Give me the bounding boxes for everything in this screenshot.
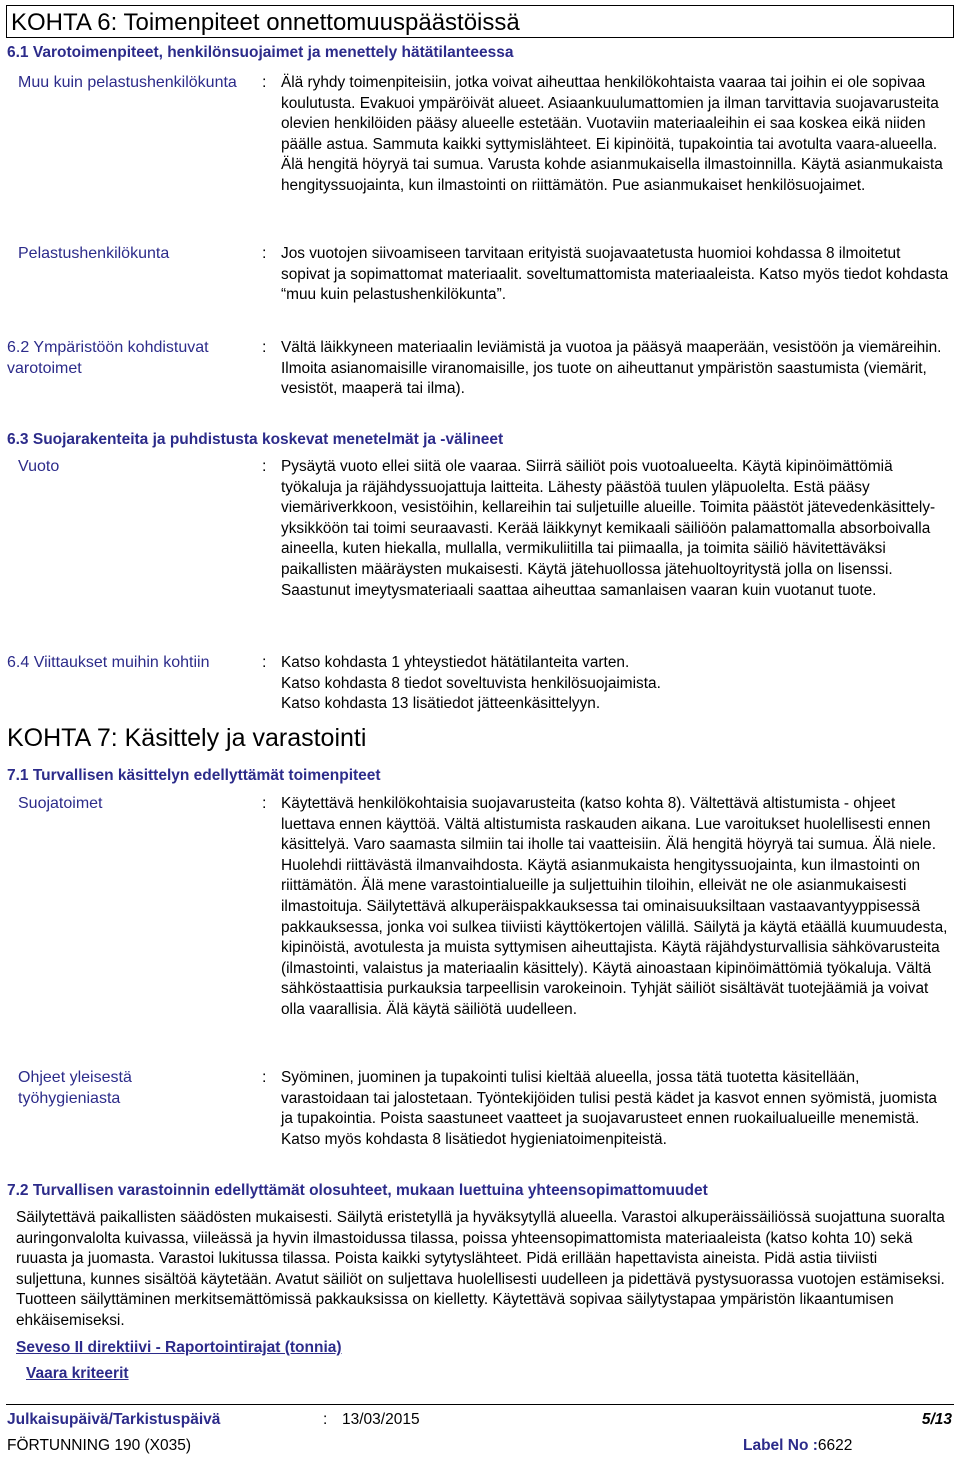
heading-6-3: 6.3 Suojarakenteita ja puhdistusta koskevat menetelmät ja -välineet: [7, 431, 504, 448]
ref-line-3: Katso kohdasta 13 lisätiedot jätteenkäsittelyyn.: [281, 695, 601, 713]
hazard-criteria-link[interactable]: Vaara kriteerit: [26, 1365, 129, 1382]
label-hygiene: Ohjeet yleisestä työhygieniasta: [18, 1069, 132, 1107]
label-nonresponder: Muu kuin pelastushenkilökunta: [18, 74, 237, 91]
colon: :: [262, 458, 267, 475]
colon: :: [262, 339, 267, 356]
colon: :: [262, 74, 267, 91]
text-protective: Käytettävä henkilökohtaisia suojavarusteita (katso kohta 8). Vältettävä altistumista - ohjeet luettava ennen käyttöä. Vältä altistumista raskauden aikana. Lue varoitukset huolellisesti ennen käsittelyä. Varo saamasta silmiin tai iholle tai vaatteisiin. Älä hengitä höyryä tai sumua. Älä niele. Huolehdi riittävästä ilmanvaihdosta. Käytä asianmukaista hengityssuojainta, kun ilmastointi on riittämätön. Älä mene varastointialueille ja suljettuihin tiloihin, elleivät ne ole asianmukaisesti ilmastoituja. Säilytettävä alkuperäispakkauksessa tai ominaisuuksiltaan vastaavantyyppisessä pakkauksessa, jonka voi sulkea tiiviisti käyttökertojen välillä. Säilytä ja käytä etäällä kuumuudesta, kipinöistä, avotulesta ja muista syttymisen aiheuttajista. Käytä räjähdysturvallisia sähkövarusteita (ilmastointi, valaistus ja materiaalin käsittely). Käytä ainoastaan kipinöimättömiä työkaluja. Vältä sähköstaattisia purkauksia tarpeellisin varokeinoin. Tyhjät säiliöt sisältävät tuotejäämiä ja voivat olla vaarallisia. Älä käytä säiliötä uudelleen.: [281, 795, 948, 1018]
colon: :: [262, 245, 267, 262]
label-spill: Vuoto: [18, 458, 60, 475]
footer-date-value: 13/03/2015: [342, 1411, 420, 1428]
heading-7-1: 7.1 Turvallisen käsittelyn edellyttämät toimenpiteet: [7, 767, 381, 784]
footer-colon: :: [323, 1411, 328, 1428]
footer-label-no: [743, 1437, 852, 1455]
heading-6-1: 6.1 Varotoimenpiteet, henkilönsuojaimet ja menettely hätätilanteessa: [7, 44, 514, 61]
colon: :: [262, 795, 267, 812]
footer-product: FÖRTUNNING 190 (X035): [7, 1437, 192, 1454]
footer-page-number: 5/13: [921, 1411, 952, 1428]
label-protective: Suojatoimet: [18, 795, 103, 812]
text-hygiene: Syöminen, juominen ja tupakointi tulisi kieltää alueella, jossa tätä tuotetta käsitellään, varastoidaan tai jalostetaan. Työntekijöiden tulisi pestä kädet ja kasvot ennen syömistä, juomista ja tupakointia. Poista saastuneet vaatteet ja suojavarusteet ennen ruokailualueille menemistä. Katso myös kohdasta 8 lisätiedot hygieniatoimenpiteistä.: [281, 1069, 937, 1148]
footer-date-label: Julkaisupäivä/Tarkistuspäivä: [7, 1411, 221, 1428]
text-nonresponder: Älä ryhdy toimenpiteisiin, jotka voivat aiheuttaa henkilökohtaista vaaraa tai joihin ei ole sopivaa koulutusta. Evakuoi ympäröivät alueet. Asiaankuulumattomien ja ilman tarvittavia suojavarusteita olevien henkilöiden pääsy alueelle estetään. Vuotaviin materiaaleihin ei saa koskea eikä niiden päälle astua. Sammuta kaikki syttymislähteet. Ei kipinöitä, tupakointia tai avotulta vaara-alueella. Älä hengitä höyryä tai sumua. Varusta kohde asianmukaisella ilmastoinnilla. Käytä asianmukaista hengityssuojainta, kun ilmastointi on riittämätön. Pue asianmukaiset henkilösuojaimet.: [281, 74, 943, 194]
heading-7-2: 7.2 Turvallisen varastoinnin edellyttämät olosuhteet, mukaan luettuina yhteensopimattomuudet: [7, 1182, 708, 1199]
text-storage: Säilytettävä paikallisten säädösten mukaisesti. Säilytä eristetyllä ja hyväksytyllä alueella. Varastoi alkuperäissäiliössä suojattuna suoralta auringonvalolta kuivassa, viileässä ja hyvin ilmastoidussa tilassa, poissa yhteensopimattomista materiaaleista (katso kohta 10) sekä ruuasta ja juomasta. Varastoi lukitussa tilassa. Poista kaikki sytytyslähteet. Pidä erillään hapettavista aineista. Pidä astia tiiviisti suljettuna, kunnes sisältöä käytetään. Avatut säiliöt on suljettava huolellisesti uudelleen ja pidettävä pystysuorassa vuotojen estämiseksi. Tuotteen säilyttäminen merkitsemättömissä pakkauksissa on kielletty. Käytettävä sopivaa säilytystapaa ympäristön likaantumisen ehkäisemiseksi.: [16, 1209, 945, 1329]
ref-line-2: Katso kohdasta 8 tiedot soveltuvista henkilösuojaimista.: [281, 674, 661, 692]
label-6-4: 6.4 Viittaukset muihin kohtiin: [7, 654, 210, 671]
seveso-link[interactable]: Seveso II direktiivi - Raportointirajat (tonnia): [16, 1339, 342, 1356]
text-responder: Jos vuotojen siivoamiseen tarvitaan erityistä suojavaatetusta huomioi kohdassa 8 ilmoitetut sopivat ja sopimattomat materiaalit. soveltumattomista materiaaleista. Katso myös tiedot kohdasta “muu kuin pelastushenkilökunta”.: [281, 245, 949, 304]
section7-title: KOHTA 7: Käsittely ja varastointi: [7, 724, 367, 752]
label-responder: Pelastushenkilökunta: [18, 245, 170, 262]
text-spill: Pysäytä vuoto ellei siitä ole vaaraa. Siirrä säiliöt pois vuotoalueelta. Käytä kipinöimättömiä työkaluja ja räjähdyssuojattuja laitteita. Lähesty päästöä tuulen yläpuolelta. Estä pääsy viemäriverkkoon, vesistöihin, kellareihin tai suljetuille alueille. Toimita päästöt jätevedenkäsittely-yksikköön tai toimi seuraavasti. Kerää läikkynyt kemikaali säiliöön palamattomalla absorboivalla aineella, kuten hiekalla, mullalla, vermikuliitilla tai piimaalla, ja toimita säiliö hävitettäväksi paikallisten määräysten mukaisesti. Käytä jätehuollossa jätehuoltoyritystä jolla on lisenssi. Saastunut imeytysmateriaali saattaa aiheuttaa samanlaisen vaaran kuin vuotanut tuote.: [281, 458, 936, 599]
footer-divider: [6, 1404, 954, 1405]
ref-line-1: Katso kohdasta 1 yhteystiedot hätätilanteita varten.: [281, 654, 630, 671]
colon: :: [262, 1069, 267, 1086]
footer-label-no-value: 6622: [817, 1437, 853, 1454]
label-6-2: 6.2 Ympäristöön kohdistuvat varotoimet: [7, 339, 209, 377]
footer-label-no-label: Label No :: [743, 1437, 818, 1454]
section6-title: KOHTA 6: Toimenpiteet onnettomuuspäästöissä: [11, 9, 520, 36]
colon: :: [262, 654, 267, 671]
text-6-2: Vältä läikkyneen materiaalin leviämistä ja vuotoa ja pääsyä maaperään, vesistöön ja viemäreihin. Ilmoita asianomaisille viranomaisille, jos tuote on aiheuttanut ympäristön saastumista (viemärit, vesistöt, maaperä tai ilma).: [281, 339, 942, 398]
text-6-4: [281, 653, 949, 715]
section6-title-box: [6, 5, 954, 38]
